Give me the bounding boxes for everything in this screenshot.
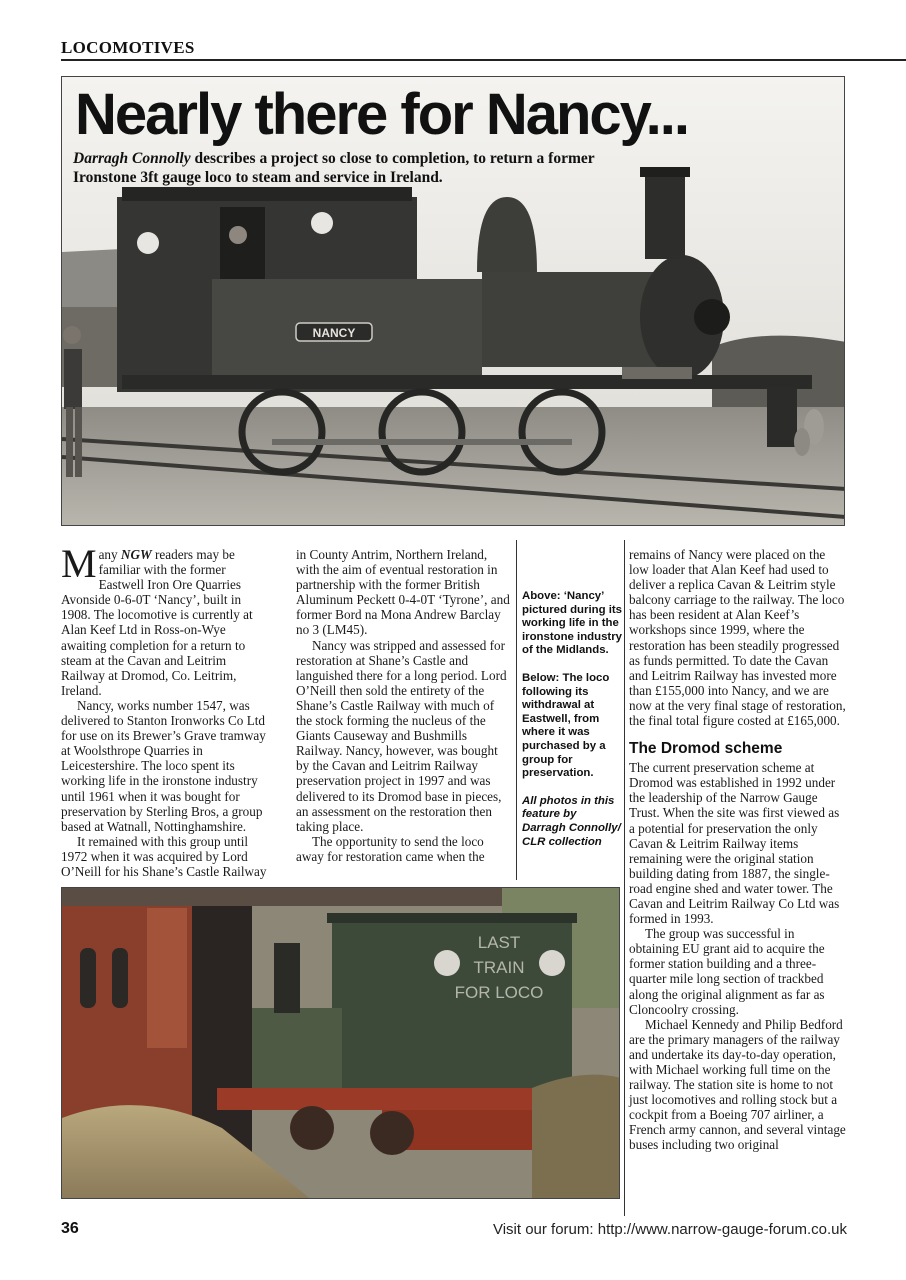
article-standfirst — [73, 149, 643, 187]
subheading-dromod-scheme: The Dromod scheme — [629, 740, 783, 758]
drop-cap: M — [61, 541, 97, 586]
nameplate-text: NANCY — [312, 326, 356, 340]
caption-above: Above: ‘Nancy’ pictured during its working life in the ironstone industry of the Midlands. — [522, 590, 622, 657]
standfirst-text: describes a project so close to completion, to return a former Ironstone 3ft gauge loco to steam and service in Ireland. — [73, 150, 595, 186]
col2-para3: The opportunity to send the loco away for restoration came when the — [296, 833, 485, 864]
col4-para3: The group was successful in obtaining EU grant aid to acquire the former station building and a three-quarter mile long section of trackbed along the original alignment as far as Cloncoolry crossing. — [629, 926, 825, 1017]
body-column-2 — [296, 547, 510, 864]
chalk-line-2: TRAIN — [473, 958, 525, 977]
author-name: Darragh Connolly — [73, 150, 191, 167]
col1-para2: Nancy, works number 1547, was delivered to Stanton Ironworks Co Ltd for use on its Brewer’s Grave tramway at Woolsthrope Quarries in Leicestershire. The loco spent its working life in the ironstone industry until 1961 when it was bought for preservation by Sterling Bros, a group based at Watnall, Nottinghamshire. — [61, 697, 266, 834]
page-number: 36 — [61, 1220, 79, 1237]
photo-captions — [522, 590, 622, 863]
col1-para1-rest: readers may be familiar with the former Eastwell Iron Ore Quarries Avonside 0-6-0T ‘Nancy’, built in 1908. The locomotive is currently at Alan Keef Ltd in Ross-on-Wye awaiting completion for a return to steam at the Cavan and Leitrim Railway at Dromod, Co. Leitrim, Ireland. — [61, 547, 253, 698]
col1-para1-start: any — [98, 547, 121, 562]
chalk-line-3: FOR LOCO — [454, 983, 544, 1002]
body-column-4 — [629, 547, 847, 1153]
col1-para3: It remained with this group until 1972 when it was acquired by Lord O’Neill for his Shane’s Castle Railway — [61, 833, 267, 879]
section-label: LOCOMOTIVES — [61, 38, 195, 57]
withdrawn-locomotive-illustration — [62, 888, 620, 1199]
col2-para2: Nancy was stripped and assessed for restoration at Shane’s Castle and languished there for a long period. Lord O’Neill then sold the entirety of the Shane’s Castle Railway with much of the stock forming the nucleus of the Giants Causeway and Bushmills Railway. Nancy, however, was bought by the Cavan and Leitrim Railway preservation project in 1997 and was delivered to its Dromod base in pieces, an assessment on the restoration then taking place. — [296, 637, 507, 834]
caption-rule-right — [624, 540, 625, 1216]
col4-para2: The current preservation scheme at Dromod was established in 1992 under the leadership of the Narrow Gauge Trust. When the site was first viewed as a potential for preservation the only Cavan & Leitrim Railway items remaining were the original station building dating from 1887, the single-road engine shed and water tower. The Cavan and Leitrim Railway Co Ltd was formed in 1993. — [629, 760, 840, 927]
col2-para1: in County Antrim, Northern Ireland, with the aim of eventual restoration in partnership with the former British Aluminum Peckett 0-4-0T ‘Tyrone’, and former Bord na Mona Andrew Barclay no 3 (LM45). — [296, 547, 510, 638]
section-divider — [61, 59, 906, 61]
body-column-1 — [61, 541, 271, 879]
photo-credit: All photos in this feature by Darragh Connolly/ CLR collection — [522, 794, 621, 848]
caption-rule-left — [516, 540, 517, 880]
article-headline: Nearly there for Nancy... — [75, 82, 688, 147]
col4-para4: Michael Kennedy and Philip Bedford are the primary managers of the railway and undertake its day-to-day operation, with Michael working full time on the railway. The station site is home to not just locomotives and rolling stock but a cockpit from a Boeing 707 airliner, a French army cannon, and several vintage buses including two original — [629, 1016, 846, 1153]
chalk-line-1: LAST — [477, 933, 521, 952]
ngw-title: NGW — [120, 547, 152, 562]
caption-below: Below: The loco following its withdrawal at Eastwell, from where it was purchased by a group for preservation. — [522, 671, 610, 780]
col4-para1: remains of Nancy were placed on the low loader that Alan Keef had used to deliver a replica Cavan & Leitrim style balcony carriage to the railway. The loco has been resident at Alan Keef’s workshops since 1999, where the restoration has been steadily progressed as funds permitted. To date the Cavan and Leitrim Railway has invested more than £155,000 into Nancy, and we are now at the very final stage of restoration, the final total figure costed at £165,000. — [629, 547, 846, 729]
bottom-photo-nancy-withdrawn — [61, 887, 620, 1199]
forum-link[interactable]: Visit our forum: http://www.narrow-gauge-forum.co.uk — [492, 1221, 847, 1238]
